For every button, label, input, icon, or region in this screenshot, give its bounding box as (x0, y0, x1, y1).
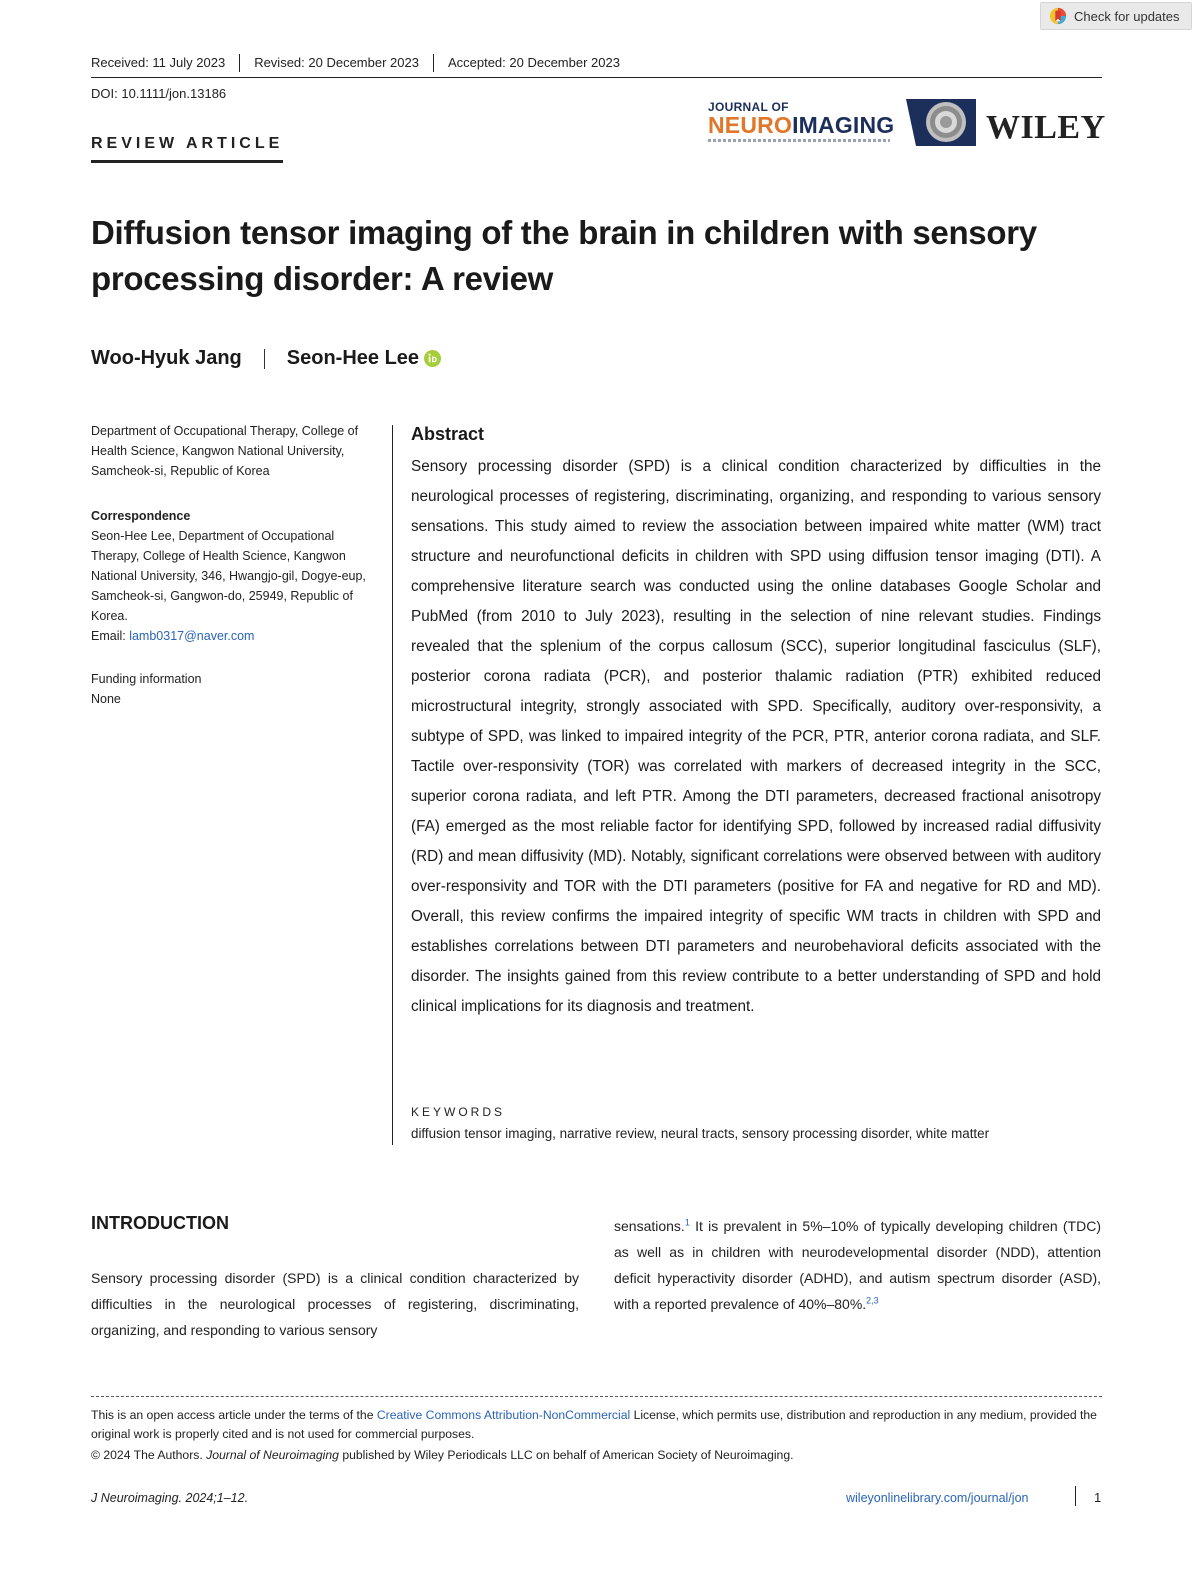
article-dates (91, 54, 634, 72)
citation-link[interactable]: 1 (684, 1217, 690, 1228)
funding-body: None (91, 692, 121, 706)
funding-heading: Funding information (91, 672, 202, 686)
journal-logo-imaging: IMAGING (792, 112, 895, 138)
doi[interactable]: DOI: 10.1111/jon.13186 (91, 86, 227, 101)
society-seal-icon (906, 99, 976, 146)
orcid-icon[interactable] (424, 350, 441, 367)
footer-separator (1075, 1486, 1076, 1506)
author-list (91, 347, 441, 370)
email-label: Email: (91, 629, 130, 643)
journal-url-link[interactable]: wileyonlinelibrary.com/journal/jon (846, 1491, 1029, 1505)
author-name[interactable]: Seon-Hee Lee (286, 347, 420, 369)
keywords-heading: KEYWORDS (411, 1105, 506, 1119)
header-rule (91, 77, 1102, 78)
journal-logo (708, 101, 898, 145)
abstract-heading: Abstract (411, 424, 485, 444)
keywords-list: diffusion tensor imaging, narrative review, neural tracts, sensory processing disorder, white matter (411, 1126, 990, 1141)
received-date: Received: 11 July 2023 (91, 55, 226, 70)
journal-logo-small-text: JOURNAL OF (708, 100, 789, 114)
footer-divider (91, 1396, 1102, 1397)
journal-logo-tagline (708, 139, 890, 142)
abstract-divider (392, 425, 393, 1145)
copyright-journal: Journal of Neuroimaging (206, 1448, 339, 1462)
email-line (91, 626, 376, 646)
revised-date: Revised: 20 December 2023 (239, 54, 433, 72)
journal-logo-neuro: NEURO (708, 112, 793, 138)
wiley-logo: WILEY (986, 109, 1106, 146)
license-notice (91, 1406, 1103, 1444)
license-text: License, which permits use, distribution and reproduction in any medium, provided the original work is properly cited and is not used for commercial purposes. (91, 1408, 1097, 1441)
abstract-text: Sensory processing disorder (SPD) is a clinical condition characterized by difficulties in the neurological processes of registering, discriminating, organizing, and responding to various sensory sensations. This study aimed to review the association between impaired white matter (WM) tract structure and neurofunctional deficits in children with SPD using diffusion tensor imaging (DTI). A comprehensive literature search was conducted using the online databases Google Scholar and PubMed (from 2010 to July 2023), resulting in the selection of nine relevant studies. Findings revealed that the splenium of the corpus callosum (SCC), superior longitudinal fasciculus (SLF), posterior corona radiata (PCR), and posterior thalamic radiation (PTR) exhibited reduced microstructural integrity, strongly associated with SPD. Specifically, auditory over-responsivity, a subtype of SPD, was linked to impaired integrity of the PCR, PTR, anterior corona radiata, and SLF. Tactile over-responsivity (TOR) was correlated with markers of decreased integrity in the SCC, superior corona radiata, and left PTR. Among the DTI parameters, decreased fractional anisotropy (FA) emerged as the most reliable factor for identifying SPD, followed by increased radial diffusivity (RD) and mean diffusivity (MD). Notably, significant correlations were observed between with auditory over-responsivity and TOR with the DTI parameters (positive for FA and negative for RD and MD). Overall, this review confirms the impaired integrity of specific WM tracts in children with SPD and establishes correlations between DTI parameters and neurobehavioral deficits associated with the disorder. The insights gained from this review contribute to a better understanding of SPD and hold clinical implications for its diagnosis and treatment. (411, 458, 1101, 1015)
correspondence-body: Seon-Hee Lee, Department of Occupational Therapy, College of Health Science, Kangwon National University, 346, Hwangjo-gil, Dogye-eup, Samcheok-si, Gangwon-do, 25949, Republic of Korea. (91, 529, 366, 623)
author-separator (264, 349, 265, 369)
introduction-text-left: Sensory processing disorder (SPD) is a clinical condition characterized by difficulties in the neurological processes of registering, discriminating, organizing, and responding to various sensory (91, 1270, 579, 1338)
correspondence-heading: Correspondence (91, 509, 191, 523)
check-for-updates-label: Check for updates (1074, 8, 1180, 24)
license-text: This is an open access article under the terms of the (91, 1408, 377, 1422)
affiliation: Department of Occupational Therapy, College of Health Science, Kangwon National University, Samcheok-si, Republic of Korea (91, 424, 359, 478)
intro-text-segment: It is prevalent in 5%–10% of typically developing children (TDC) as well as in children with neurodevelopmental disorder (NDD), attention deficit hyperactivity disorder (ADHD), and autism spectrum disorder (ASD), with a reported prevalence of 40%–80%. (614, 1218, 1101, 1312)
accepted-date: Accepted: 20 December 2023 (433, 54, 634, 72)
intro-text-segment: sensations. (614, 1218, 685, 1234)
introduction-text-right (614, 1213, 1101, 1317)
crossmark-icon (1049, 7, 1067, 25)
copyright-text: © 2024 The Authors. (91, 1448, 207, 1462)
page-number: 1 (1094, 1490, 1102, 1505)
check-for-updates-button[interactable] (1040, 2, 1192, 30)
copyright-notice (91, 1446, 794, 1465)
email-link[interactable]: lamb0317@naver.com (129, 629, 255, 643)
author-name[interactable]: Woo-Hyuk Jang (91, 347, 242, 369)
license-link[interactable]: Creative Commons Attribution-NonCommercial (376, 1408, 631, 1422)
introduction-heading: INTRODUCTION (91, 1213, 229, 1233)
journal-citation: J Neuroimaging. 2024;1–12. (91, 1491, 249, 1505)
citation-link[interactable]: 2,3 (866, 1295, 879, 1306)
copyright-text: published by Wiley Periodicals LLC on behalf of American Society of Neuroimaging. (338, 1448, 794, 1462)
article-title: Diffusion tensor imaging of the brain in children with sensory processing disorder: A review (91, 214, 1037, 297)
article-type-label: REVIEW ARTICLE (91, 135, 283, 163)
